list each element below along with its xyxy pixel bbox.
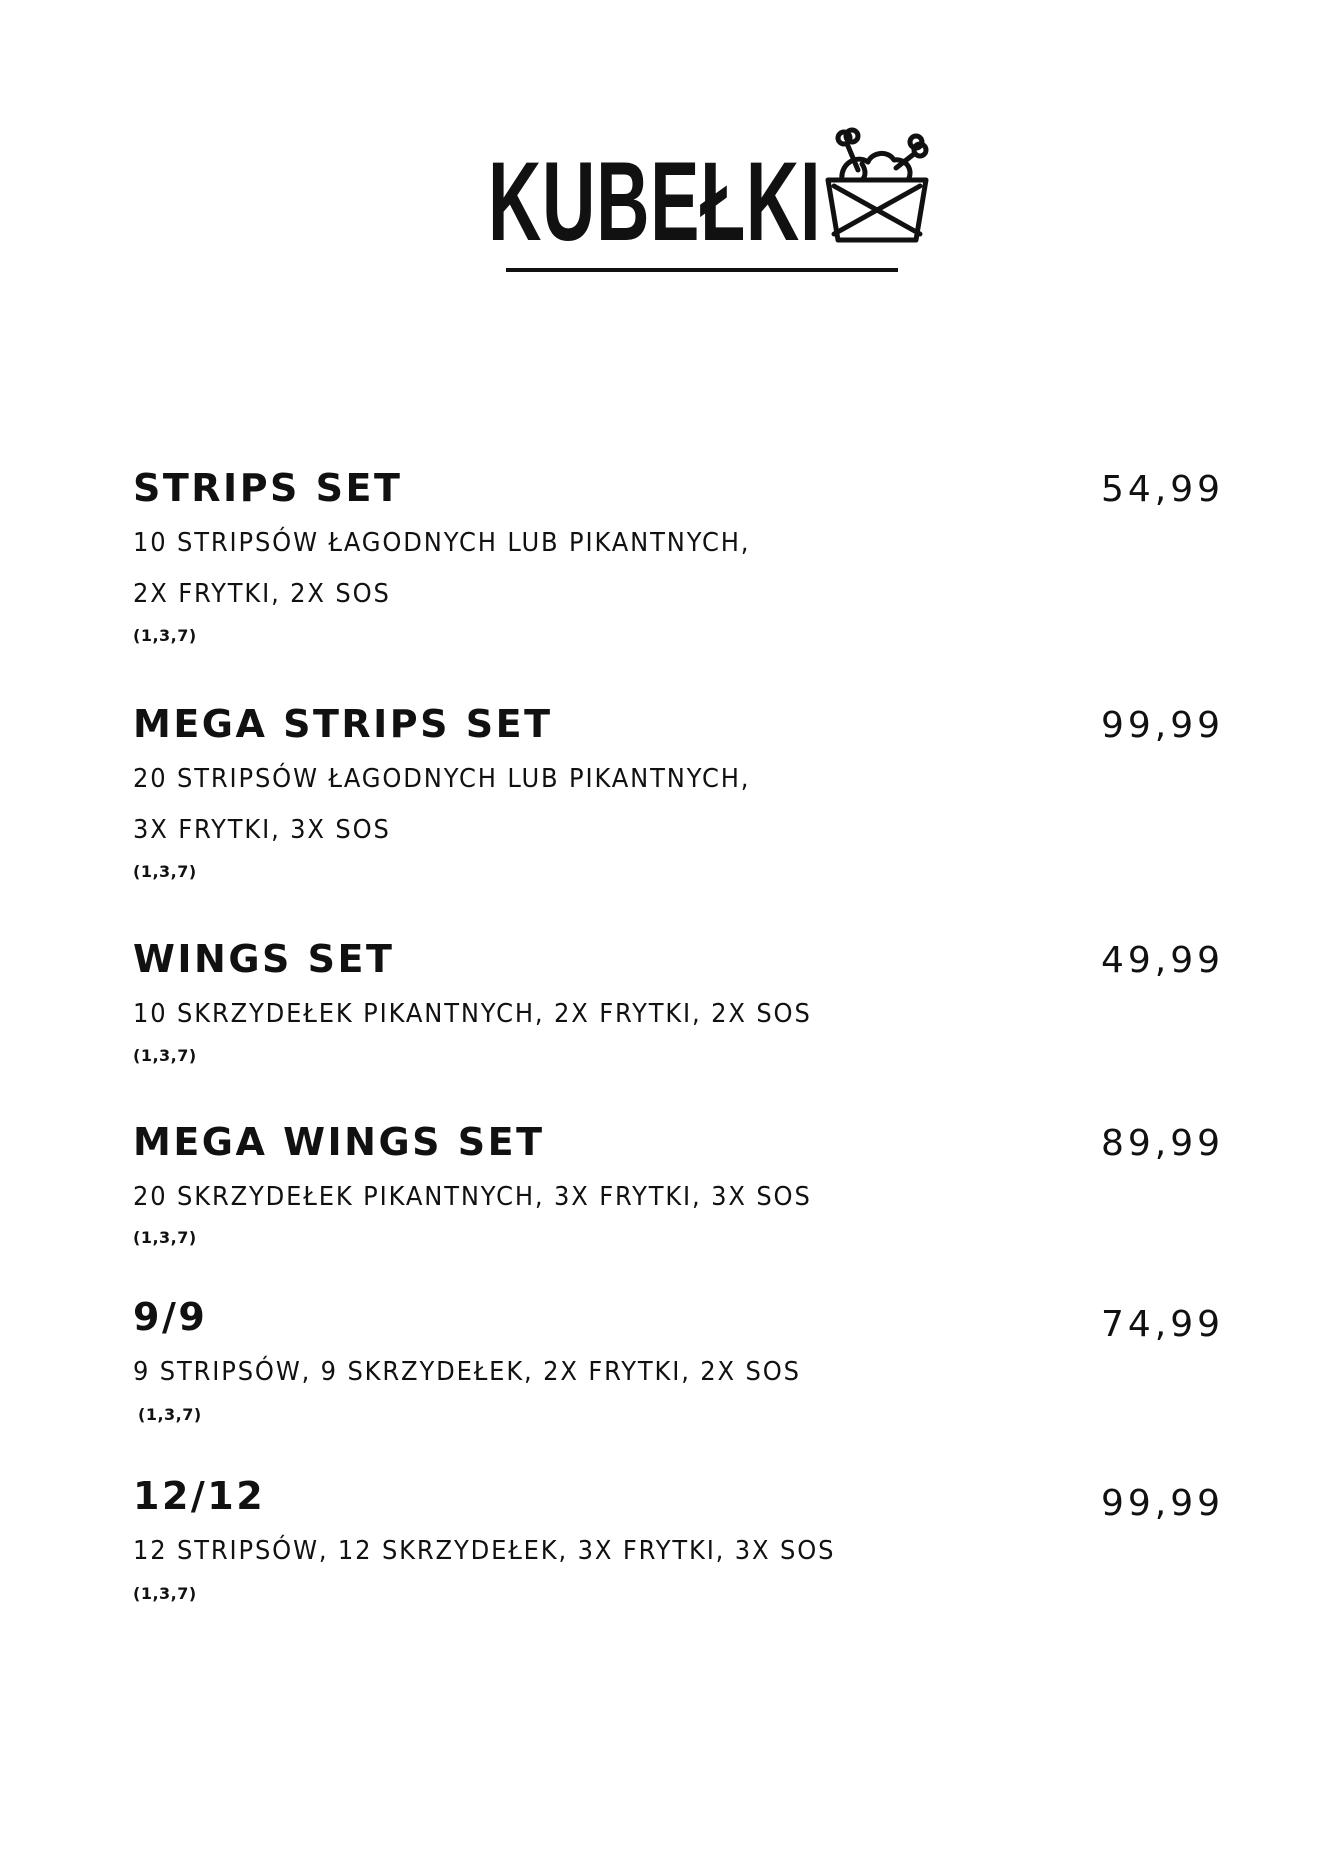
item-description-line: 12 STRIPSÓW, 12 SKRZYDEŁEK, 3X FRYTKI, 3X SOS xyxy=(133,1536,836,1566)
chicken-bucket-icon xyxy=(822,124,932,244)
item-allergens: (1,3,7) xyxy=(133,1228,197,1247)
item-allergens: (1,3,7) xyxy=(133,626,197,645)
item-allergens: (1,3,7) xyxy=(133,862,197,881)
menu-header xyxy=(0,118,1324,278)
item-name: WINGS SET xyxy=(133,937,395,981)
item-price: 99,99 xyxy=(1100,705,1224,746)
item-description-line: 10 SKRZYDEŁEK PIKANTNYCH, 2X FRYTKI, 2X SOS xyxy=(133,999,812,1029)
item-price: 99,99 xyxy=(1100,1483,1224,1524)
page-title: KUBEŁKI xyxy=(488,139,822,264)
item-name: MEGA STRIPS SET xyxy=(133,702,553,746)
item-price: 54,99 xyxy=(1100,469,1224,510)
item-name: 12/12 xyxy=(133,1474,266,1518)
item-description-line: 3X FRYTKI, 3X SOS xyxy=(133,815,391,845)
title-underline xyxy=(506,268,898,272)
item-name: 9/9 xyxy=(133,1295,208,1339)
item-price: 49,99 xyxy=(1100,940,1224,981)
item-allergens: (1,3,7) xyxy=(138,1405,202,1424)
item-description-line: 20 STRIPSÓW ŁAGODNYCH LUB PIKANTNYCH, xyxy=(133,764,751,794)
item-description-line: 20 SKRZYDEŁEK PIKANTNYCH, 3X FRYTKI, 3X SOS xyxy=(133,1182,812,1212)
item-allergens: (1,3,7) xyxy=(133,1046,197,1065)
item-description-line: 9 STRIPSÓW, 9 SKRZYDEŁEK, 2X FRYTKI, 2X SOS xyxy=(133,1357,801,1387)
item-price: 89,99 xyxy=(1100,1123,1224,1164)
item-description-line: 2X FRYTKI, 2X SOS xyxy=(133,579,391,609)
item-description-line: 10 STRIPSÓW ŁAGODNYCH LUB PIKANTNYCH, xyxy=(133,528,751,558)
item-name: MEGA WINGS SET xyxy=(133,1120,545,1164)
item-price: 74,99 xyxy=(1100,1304,1224,1345)
item-allergens: (1,3,7) xyxy=(133,1584,197,1603)
item-name: STRIPS SET xyxy=(133,466,403,510)
